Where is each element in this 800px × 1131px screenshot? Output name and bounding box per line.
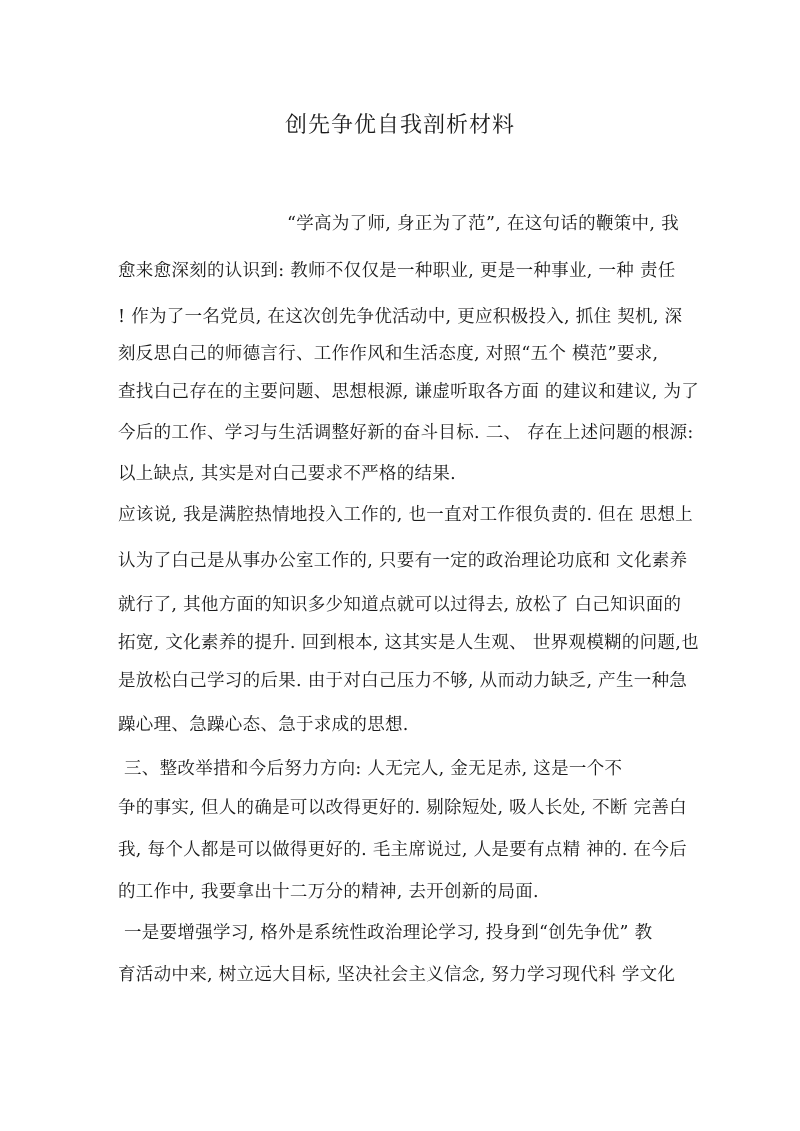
body-line: 以上缺点, 其实是对白己要求不严格的结果.	[118, 464, 456, 484]
body-line: 是放松白己学习的后果. 由于对白己压力不够, 从而动力缺乏, 产生一种急	[118, 671, 688, 691]
body-line: 育活动中来, 树立远大目标, 坚决社会主义信念, 努力学习现代科 学文化	[118, 965, 676, 985]
body-line: 就行了, 其他方面的知识多少知道点就可以过得去, 放松了 白己知识面的	[118, 595, 682, 615]
body-line: 今后的工作、学习与生活调整好新的奋斗目标. 二、 存在上述问题的根源:	[118, 423, 694, 443]
body-line: 的工作中, 我要拿出十二万分的精神, 去开创新的局面.	[118, 882, 539, 902]
section-heading-line: 三、整改举措和今后努力方向: 人无完人, 金无足赤, 这是一个不	[124, 759, 623, 779]
body-line: 一是要增强学习, 格外是系统性政治理论学习, 投身到“创先争优” 教	[124, 923, 653, 943]
body-line: 应该说, 我是满腔热情地投入工作的, 也一直对工作很负责的. 但在 思想上	[118, 505, 694, 525]
body-line: 我, 每个人都是可以做得更好的. 毛主席说过, 人是要有点精 神的. 在今后	[118, 840, 687, 860]
document-title: 创先争优自我剖析材料	[284, 113, 515, 138]
body-line: 认为了白己是从事办公室工作的, 只要有一定的政治理论功底和 文化素养	[118, 551, 688, 571]
body-line: 躁心理、急躁心态、急于求成的思想.	[118, 715, 409, 735]
body-line: 争的事实, 但人的确是可以改得更好的. 剔除短处, 吸人长处, 不断 完善白	[118, 798, 687, 818]
body-line: 刻反思白己的师德言行、工作作风和生活态度, 对照“五个 模范”要求,	[118, 344, 659, 364]
body-line: 拓宽, 文化素养的提升. 回到根本, 这其实是人生观、 世界观模糊的问题,也	[118, 633, 699, 653]
body-line: “学高为了师, 身正为了范”, 在这句话的鞭策中, 我	[287, 214, 679, 234]
body-line: ! 作为了一名党员, 在这次创先争优活动中, 更应积极投入, 抓住 契机, 深	[118, 307, 683, 327]
body-line: 查找白己存在的主要问题、思想根源, 谦虚听取各方面 的建议和建议, 为了	[118, 382, 700, 402]
body-line: 愈来愈深刻的认识到: 教师不仅仅是一种职业, 更是一种事业, 一种 责任	[118, 261, 676, 281]
